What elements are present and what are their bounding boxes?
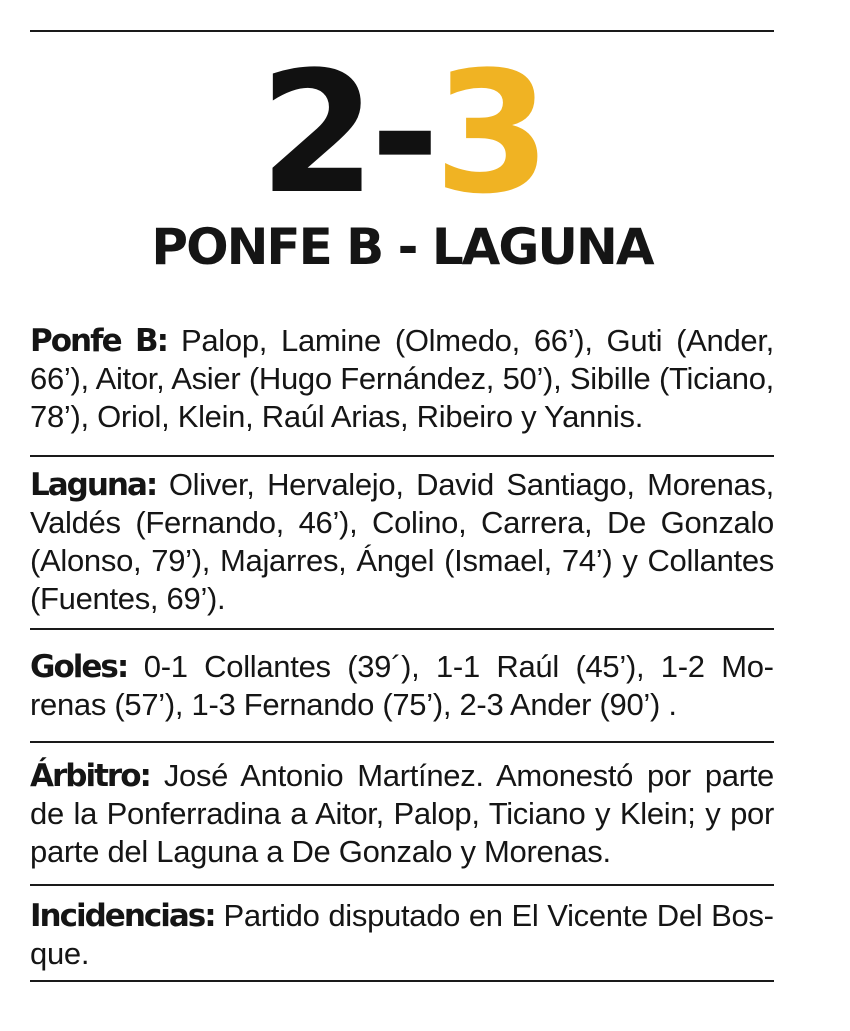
bottom-divider [30, 980, 774, 982]
incidents-label: Incidencias: [30, 898, 215, 934]
laguna-lineup-text: Oliver, Hervalejo, David Santiago, Morenas, Valdés (Fernando, 46’), Colino, Carrera, De Gonzalo (Alonso, 79’), Majarres, Ángel (Ismael, 74’) y Collantes (Fuentes, 69’). [30, 467, 774, 616]
score-separator: - [370, 35, 434, 231]
laguna-label: Laguna: [30, 467, 157, 503]
incidents-text: Partido disputado en El Vicente Del Bosque. [30, 898, 774, 971]
match-title: PONFE B - LAGUNA [151, 218, 653, 276]
referee-text: José Antonio Martínez. Amonestó por parte de la Ponferradina a Aitor, Palop, Ticiano y Klein; y por parte del Laguna a De Gonzalo y Morenas. [30, 758, 774, 869]
referee-section [30, 757, 774, 871]
goals-text: 0-1 Collantes (39´), 1-1 Raúl (45’), 1-2 Morenas (57’), 1-3 Fernando (75’), 2-3 Ander (90’) . [30, 649, 774, 722]
away-score: 3 [433, 35, 545, 231]
ponfe-label: Ponfe B: [30, 323, 168, 359]
final-score [30, 35, 774, 231]
ponfe-lineup [30, 322, 774, 436]
goals-label: Goles: [30, 649, 128, 685]
divider [30, 741, 774, 743]
home-score: 2 [259, 35, 371, 231]
divider [30, 884, 774, 886]
top-divider [30, 30, 774, 32]
goals-section [30, 648, 774, 724]
ponfe-lineup-text: Palop, Lamine (Olmedo, 66’), Guti (Ander, 66’), Aitor, Asier (Hugo Fernández, 50’), Sibille (Ticiano, 78’), Oriol, Klein, Raúl Arias, Ribeiro y Yannis. [30, 323, 774, 434]
incidents-section [30, 897, 774, 973]
referee-label: Árbitro: [30, 758, 150, 794]
match-report-box [30, 0, 774, 1031]
divider [30, 455, 774, 457]
laguna-lineup [30, 466, 774, 618]
divider [30, 628, 774, 630]
